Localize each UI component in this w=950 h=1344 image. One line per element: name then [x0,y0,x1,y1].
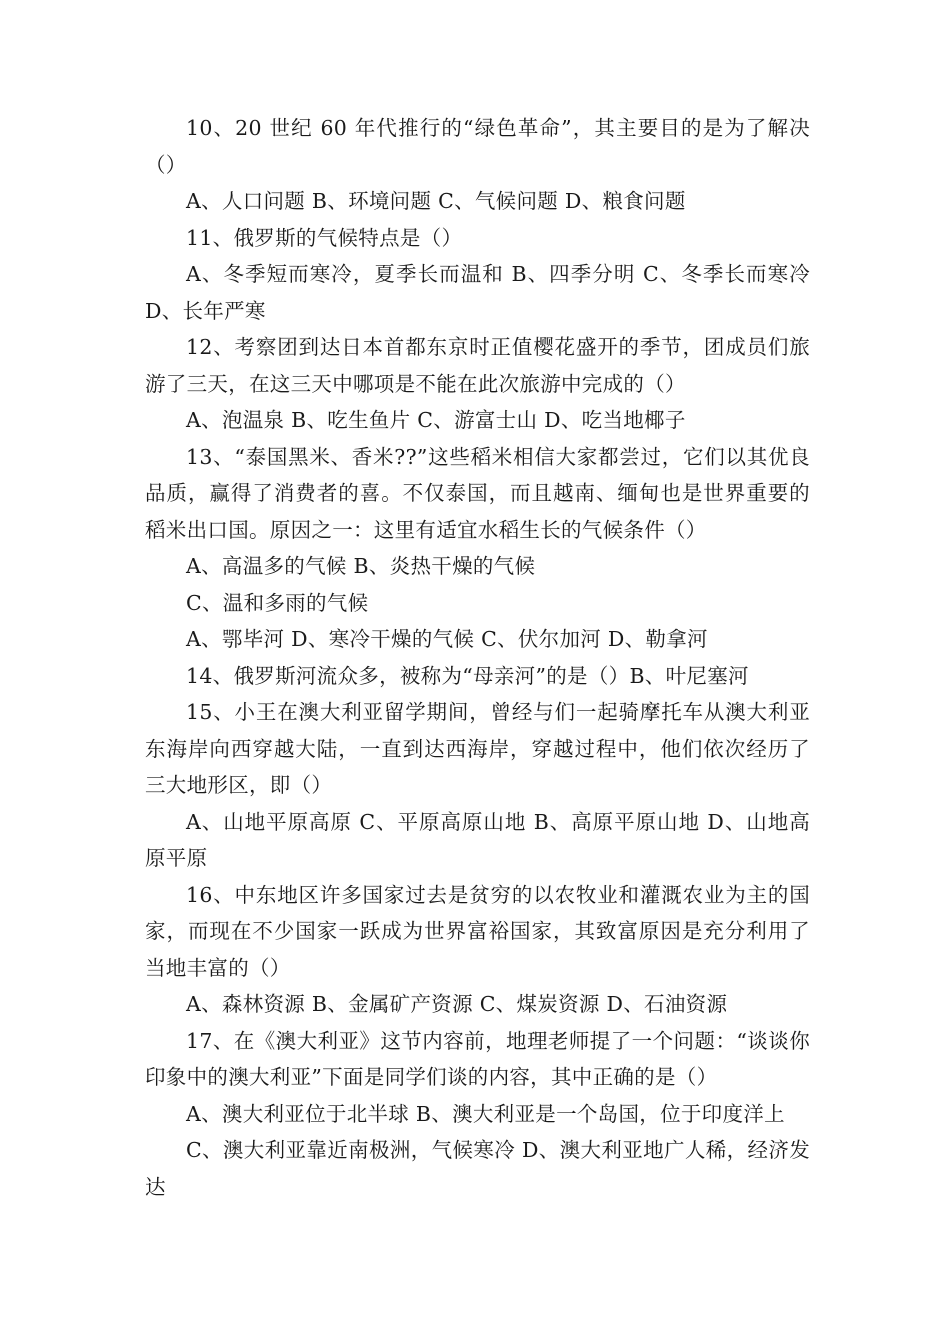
question-12-stem: 12、考察团到达日本首都东京时正值樱花盛开的季节，团成员们旅游了三天，在这三天中哪项是不能在此次旅游中完成的（） [145,335,810,396]
question-10-options: A、人口问题 B、环境问题 C、气候问题 D、粮食问题 [186,189,686,213]
document-body [145,110,810,1205]
question-17-options-ab: A、澳大利亚位于北半球 B、澳大利亚是一个岛国，位于印度洋上 [186,1101,785,1126]
question-14-stem: 14、俄罗斯河流众多，被称为“母亲河”的是（）B、叶尼塞河 [186,663,749,688]
question-11-options: A、冬季短而寒冷，夏季长而温和 B、四季分明 C、冬季长而寒冷 D、长年严寒 [145,262,810,323]
question-17-options-cd: C、澳大利亚靠近南极洲，气候寒冷 D、澳大利亚地广人稀，经济发达 [145,1138,810,1199]
question-13-stem: 13、“泰国黑米、香米??”这些稻米相信大家都尝过，它们以其优良品质，赢得了消费者的喜。不仅泰国，而且越南、缅甸也是世界重要的稻米出口国。原因之一：这里有适宜水稻生长的气候条件（） [145,444,810,542]
question-15-stem: 15、小王在澳大利亚留学期间，曾经与们一起骑摩托车从澳大利亚东海岸向西穿越大陆，一直到达西海岸，穿越过程中，他们依次经历了三大地形区，即（） [145,700,810,797]
question-11-stem: 11、俄罗斯的气候特点是（） [186,225,463,250]
question-13-options-ab: A、高温多的气候 B、炎热干燥的气候 [186,554,536,578]
question-16-options: A、森林资源 B、金属矿产资源 C、煤炭资源 D、石油资源 [186,992,728,1016]
question-13-options-d: A、鄂毕河 D、寒冷干燥的气候 C、伏尔加河 D、勒拿河 [186,627,708,651]
question-15-options: A、山地平原高原 C、平原高原山地 B、高原平原山地 D、山地高原平原 [145,809,810,870]
question-10-stem: 10、20 世纪 60 年代推行的“绿色革命”，其主要目的是为了解决（） [145,116,810,177]
question-12-options: A、泡温泉 B、吃生鱼片 C、游富士山 D、吃当地椰子 [186,408,686,432]
question-16-stem: 16、中东地区许多国家过去是贫穷的以农牧业和灌溉农业为主的国家，而现在不少国家一跃成为世界富裕国家，其致富原因是充分利用了当地丰富的（） [145,882,810,980]
question-13-options-c: C、温和多雨的气候 [186,590,369,615]
question-17-stem: 17、在《澳大利亚》这节内容前，地理老师提了一个问题：“谈谈你印象中的澳大利亚”下面是同学们谈的内容，其中正确的是（） [145,1028,810,1089]
